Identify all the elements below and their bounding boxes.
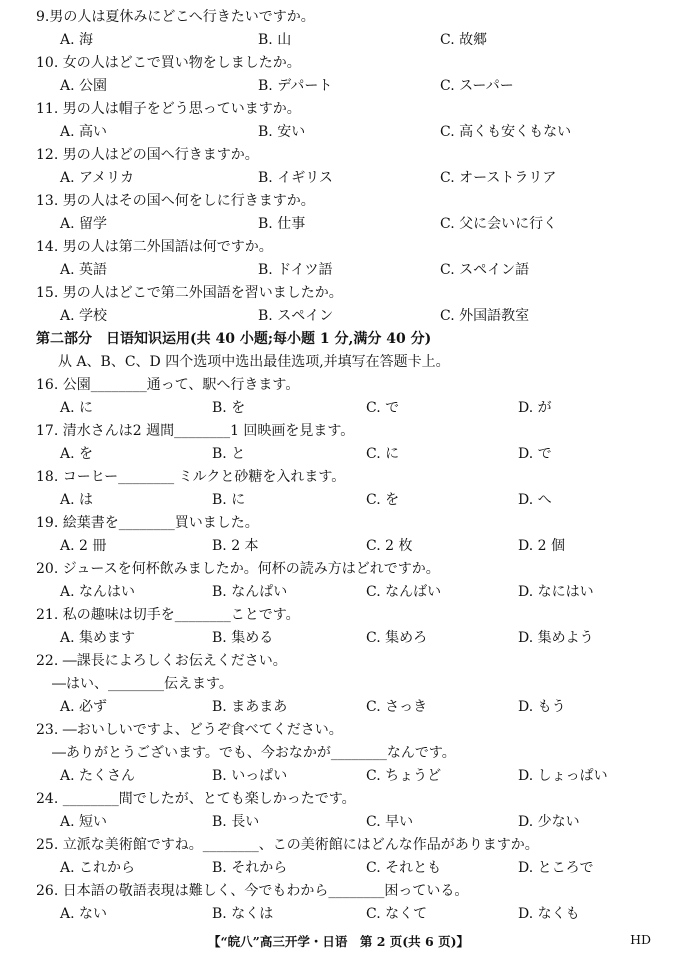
options-line — [0, 581, 677, 604]
question-line — [0, 190, 677, 213]
options-line — [0, 75, 677, 98]
options-line — [0, 489, 677, 512]
options-line — [0, 857, 677, 880]
question-text: 14. 男の人は第二外国語は何ですか。 — [36, 239, 273, 255]
option-a: A. 留学 — [60, 216, 108, 232]
question-line — [0, 880, 677, 903]
option-c: C. 早い — [366, 814, 414, 830]
question-text: 10. 女の人はどこで買い物をしましたか。 — [36, 55, 301, 71]
options-line — [0, 397, 677, 420]
question-text: 23. ―おいしいですよ、どうぞ食べてください。 — [36, 722, 343, 738]
question-text: 20. ジュースを何杯飲みましたか。何杯の読み方はどれですか。 — [36, 561, 440, 577]
options-line — [0, 696, 677, 719]
question-line — [0, 374, 677, 397]
options-line — [0, 167, 677, 190]
question-line — [0, 788, 677, 811]
options-line — [0, 121, 677, 144]
question-text: 12. 男の人はどの国へ行きますか。 — [36, 147, 259, 163]
option-a: A. 2 冊 — [60, 538, 107, 554]
options-line — [0, 305, 677, 328]
option-c: C. スーパー — [440, 78, 514, 94]
option-d: D. しょっぱい — [518, 768, 608, 784]
options-line — [0, 213, 677, 236]
option-a: A. アメリカ — [60, 170, 135, 186]
question-line — [0, 466, 677, 489]
footer-code: HD — [630, 932, 651, 947]
option-b: B. いっぱい — [212, 768, 288, 784]
option-d: D. ところで — [518, 860, 594, 876]
option-a: A. 英語 — [60, 262, 108, 278]
option-b: B. なくは — [212, 906, 274, 922]
option-b: B. ドイツ語 — [258, 262, 333, 278]
question-text: 25. 立派な美術館ですね。________、この美術館にはどんな作品がありますか。 — [36, 837, 539, 853]
option-c: C. オーストラリア — [440, 170, 557, 186]
option-d: D. もう — [518, 699, 566, 715]
option-b: B. なんぱい — [212, 584, 288, 600]
option-b: B. 仕事 — [258, 216, 306, 232]
option-b: B. 安い — [258, 124, 306, 140]
option-c: C. 2 枚 — [366, 538, 413, 554]
option-b: B. 2 本 — [212, 538, 259, 554]
question-line — [0, 834, 677, 857]
option-b: B. 長い — [212, 814, 260, 830]
dialogue-line: ―はい、________伝えます。 — [52, 676, 233, 692]
option-a: A. 集めます — [60, 630, 136, 646]
question-text: 24. ________間でしたが、とても楽しかったです。 — [36, 791, 356, 807]
options-line — [0, 903, 677, 926]
option-b: B. イギリス — [258, 170, 333, 186]
option-d: D. 集めよう — [518, 630, 594, 646]
options-line — [0, 765, 677, 788]
option-b: B. に — [212, 492, 246, 508]
question-line — [0, 650, 677, 673]
question-text: 22. ―課長によろしくお伝えください。 — [36, 653, 287, 669]
question-line — [0, 282, 677, 305]
question-line — [0, 98, 677, 121]
option-c: C. さっき — [366, 699, 428, 715]
dialogue-line: ―ありがとうございます。でも、今おなかが________なんです。 — [52, 745, 456, 761]
option-a: A. 必ず — [60, 699, 108, 715]
option-d: D. 2 個 — [518, 538, 565, 554]
question-line — [0, 558, 677, 581]
option-c: C. ちょうど — [366, 768, 442, 784]
option-c: C. 高くも安くもない — [440, 124, 572, 140]
option-a: A. 高い — [60, 124, 108, 140]
option-a: A. 学校 — [60, 308, 108, 324]
option-c: C. 外国語教室 — [440, 308, 530, 324]
question-line — [0, 719, 677, 742]
question-line — [0, 742, 677, 765]
option-b: B. まあまあ — [212, 699, 288, 715]
option-a: A. を — [60, 446, 94, 462]
section-heading: 第二部分 日语知识运用(共 40 小题;每小题 1 分,满分 40 分) — [36, 331, 432, 347]
question-text: 18. コーヒー________ ミルクと砂糖を入れます。 — [36, 469, 346, 485]
option-b: B. を — [212, 400, 246, 416]
options-line — [0, 443, 677, 466]
option-a: A. に — [60, 400, 94, 416]
question-line — [0, 6, 677, 29]
question-line — [0, 144, 677, 167]
option-a: A. は — [60, 492, 94, 508]
option-a: A. 短い — [60, 814, 108, 830]
option-c: C. 父に会いに行く — [440, 216, 558, 232]
option-c: C. なくて — [366, 906, 428, 922]
option-d: D. で — [518, 446, 552, 462]
option-b: B. それから — [212, 860, 288, 876]
question-text: 21. 私の趣味は切手を________ことです。 — [36, 607, 300, 623]
section-heading-line — [0, 328, 677, 351]
option-d: D. なくも — [518, 906, 580, 922]
page-footer: 【“皖八”高三开学・日语 第 2 页(共 6 页)】 — [207, 934, 469, 949]
option-a: A. 公園 — [60, 78, 108, 94]
options-line — [0, 811, 677, 834]
option-a: A. ない — [60, 906, 108, 922]
options-line — [0, 627, 677, 650]
option-a: A. たくさん — [60, 768, 136, 784]
options-line — [0, 29, 677, 52]
question-text: 17. 清水さんは2 週間________1 回映画を見ます。 — [36, 423, 355, 439]
option-c: C. に — [366, 446, 400, 462]
option-a: A. これから — [60, 860, 136, 876]
option-b: B. と — [212, 446, 246, 462]
options-line — [0, 535, 677, 558]
question-text: 26. 日本語の敬語表現は難しく、今でもわから________困っている。 — [36, 883, 469, 899]
instruction-line — [0, 351, 677, 374]
question-line — [0, 236, 677, 259]
option-b: B. デパート — [258, 78, 333, 94]
option-d: D. へ — [518, 492, 552, 508]
section-instruction: 从 A、B、C、D 四个选项中选出最佳选项,并填写在答题卡上。 — [58, 354, 450, 370]
question-text: 9.男の人は夏休みにどこへ行きたいですか。 — [36, 9, 315, 25]
question-line — [0, 673, 677, 696]
option-c: C. を — [366, 492, 400, 508]
question-text: 15. 男の人はどこで第二外国語を習いましたか。 — [36, 285, 343, 301]
option-c: C. で — [366, 400, 400, 416]
option-c: C. 集めろ — [366, 630, 428, 646]
option-d: D. が — [518, 400, 552, 416]
question-line — [0, 512, 677, 535]
option-d: D. なにはい — [518, 584, 594, 600]
option-c: C. それとも — [366, 860, 442, 876]
option-b: B. スペイン — [258, 308, 334, 324]
options-line — [0, 259, 677, 282]
option-a: A. なんはい — [60, 584, 136, 600]
option-c: C. なんばい — [366, 584, 442, 600]
option-b: B. 山 — [258, 32, 292, 48]
option-d: D. 少ない — [518, 814, 580, 830]
question-text: 19. 絵葉書を________買いました。 — [36, 515, 259, 531]
option-b: B. 集める — [212, 630, 274, 646]
question-text: 13. 男の人はその国へ何をしに行きますか。 — [36, 193, 315, 209]
question-line — [0, 604, 677, 627]
option-c: C. スペイン語 — [440, 262, 530, 278]
question-line — [0, 52, 677, 75]
option-a: A. 海 — [60, 32, 94, 48]
question-text: 11. 男の人は帽子をどう思っていますか。 — [36, 101, 301, 117]
question-text: 16. 公園________通って、駅へ行きます。 — [36, 377, 300, 393]
option-c: C. 故郷 — [440, 32, 488, 48]
question-line — [0, 420, 677, 443]
